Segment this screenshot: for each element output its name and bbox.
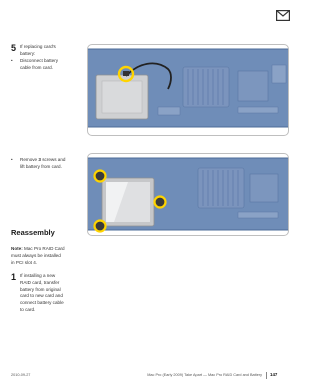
- step-line: RAID card, transfer: [20, 279, 60, 285]
- footer-title: Mac Pro (Early 2009) Take Apart — Mac Pro RAID Card and Battery: [147, 373, 262, 377]
- bullet-marker: •: [11, 58, 13, 63]
- figure-battery-cable: [87, 44, 289, 136]
- step-number: 5: [11, 43, 17, 53]
- note-label: Note:: [11, 246, 23, 251]
- step-number: 1: [11, 272, 17, 282]
- bullet-text-post: screws and: [40, 157, 66, 162]
- step-line: to card.: [20, 306, 36, 312]
- note-line: [11, 246, 81, 253]
- bullet-text: [20, 157, 82, 171]
- step-line: connect battery cable: [20, 300, 64, 306]
- note: [11, 246, 81, 266]
- bullet-line: Disconnect battery: [20, 58, 59, 63]
- note-line: in PCI slot 4.: [11, 259, 38, 265]
- bullet-text: [20, 58, 80, 72]
- bullet-marker: •: [11, 157, 13, 162]
- bullet-line: [20, 157, 82, 164]
- step-line: If installing a new: [20, 273, 56, 278]
- step-line: battery:: [20, 50, 36, 56]
- note-line: must always be installed: [11, 252, 61, 258]
- envelope-icon[interactable]: [276, 10, 290, 21]
- footer-divider: [266, 372, 267, 379]
- bullet-line: cable from card.: [20, 64, 53, 70]
- step-instruction: [20, 273, 82, 314]
- step-line: card to new card and: [20, 293, 63, 299]
- step-line: battery from original: [20, 286, 61, 292]
- step-line: If replacing card's: [20, 44, 56, 49]
- page-number: 147: [270, 372, 278, 377]
- bullet-text-pre: Remove: [20, 157, 39, 162]
- screw-count: 3: [38, 157, 41, 162]
- board-illustration: [88, 154, 288, 235]
- board-illustration: [88, 45, 288, 135]
- note-text: Mac Pro RAID Card: [22, 246, 65, 251]
- section-heading: Reassembly: [11, 228, 55, 237]
- step-instruction: [20, 44, 80, 58]
- footer-date: 2010-09-27: [11, 373, 31, 377]
- figure-battery-screws: [87, 153, 289, 236]
- bullet-line: lift battery from card.: [20, 163, 62, 169]
